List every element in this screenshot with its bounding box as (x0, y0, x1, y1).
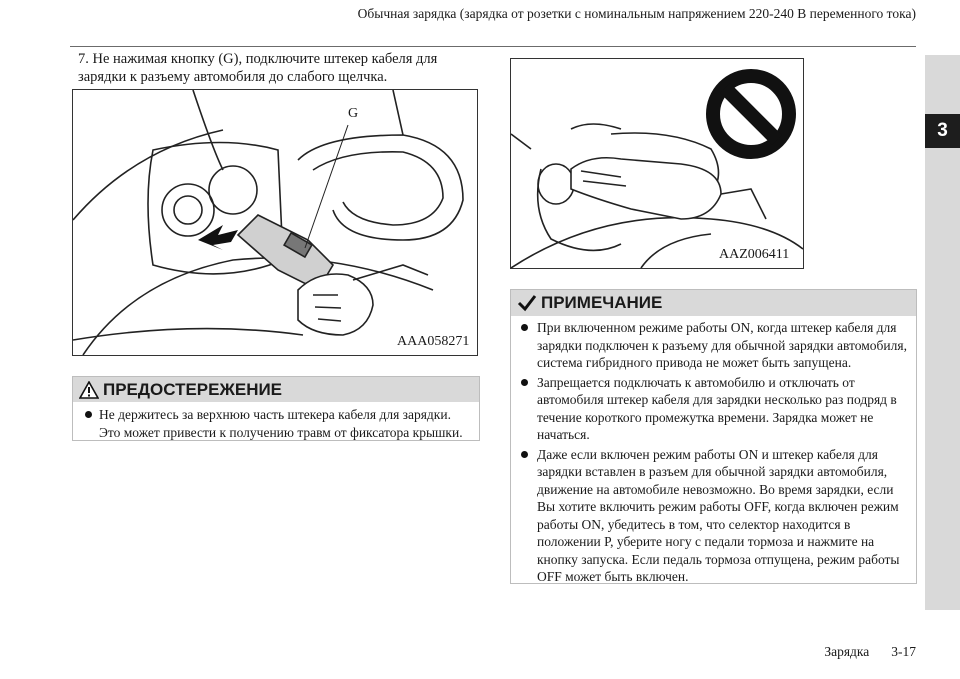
figure-connect-plug (72, 89, 478, 356)
caution-item-text: Не держитесь за верхнюю часть штекера кабеля для зарядки. Это может привести к получению травм от фиксатора крышки. (99, 407, 463, 440)
figure-code-left: AAA058271 (397, 334, 470, 349)
caution-header (73, 377, 479, 402)
note-box (510, 289, 917, 584)
footer-section: Зарядка (824, 644, 870, 659)
figure-prohibited-action (510, 58, 804, 269)
note-list (511, 316, 916, 586)
page-number: 3-17 (891, 644, 916, 659)
caution-box (72, 376, 480, 441)
bullet-icon (521, 451, 528, 458)
page-header: Обычная зарядка (зарядка от розетки с номинальным напряжением 220-240 В переменного тока) (357, 6, 916, 21)
page-footer (760, 644, 916, 660)
prohibited-illustration (511, 59, 803, 268)
callout-g: G (348, 106, 359, 121)
note-item-text: При включенном режиме работы ON, когда штекер кабеля для зарядки подключен к разъему для обычной зарядки автомобиля, система гибридного привода не может быть запущена. (537, 320, 907, 370)
note-title: ПРИМЕЧАНИЕ (541, 293, 663, 312)
bullet-icon (521, 379, 528, 386)
bullet-icon (521, 324, 528, 331)
bullet-icon (85, 411, 92, 418)
note-item-text: Даже если включен режим работы ON и штекер кабеля для зарядки вставлен в разъем для обычной зарядки автомобиля, движение на автомобиле невозможно. Во время зарядки, если Вы хотите включить режим работы OFF, когда включен режим работы ON, убедитесь в том, что селектор находится в положении P, уберите ногу с педали тормоза и нажмите на кнопку запуска. Если педаль тормоза отпущена, режим работы OFF может быть включен. (537, 446, 900, 584)
figure-code-right: AAZ006411 (719, 247, 790, 262)
note-item (537, 446, 908, 586)
warning-triangle-icon (79, 381, 99, 399)
note-item (537, 319, 908, 372)
header-divider (70, 46, 916, 47)
note-header (511, 290, 916, 316)
connect-plug-illustration (73, 90, 477, 355)
step-7-text: 7. Не нажимая кнопку (G), подключите штекер кабеля для зарядки к разъему автомобиля до слабого щелчка. (78, 51, 438, 85)
note-item-text: Запрещается подключать к автомобилю и отключать от автомобиля штекер кабеля для зарядки несколько раз подряд в течение короткого промежутка времени. Зарядка может не начаться. (537, 374, 897, 442)
chapter-number: 3 (925, 114, 960, 148)
caution-item (73, 402, 479, 442)
caution-title: ПРЕДОСТЕРЕЖЕНИЕ (103, 379, 283, 399)
note-item (537, 374, 908, 444)
checkmark-icon (517, 294, 537, 312)
